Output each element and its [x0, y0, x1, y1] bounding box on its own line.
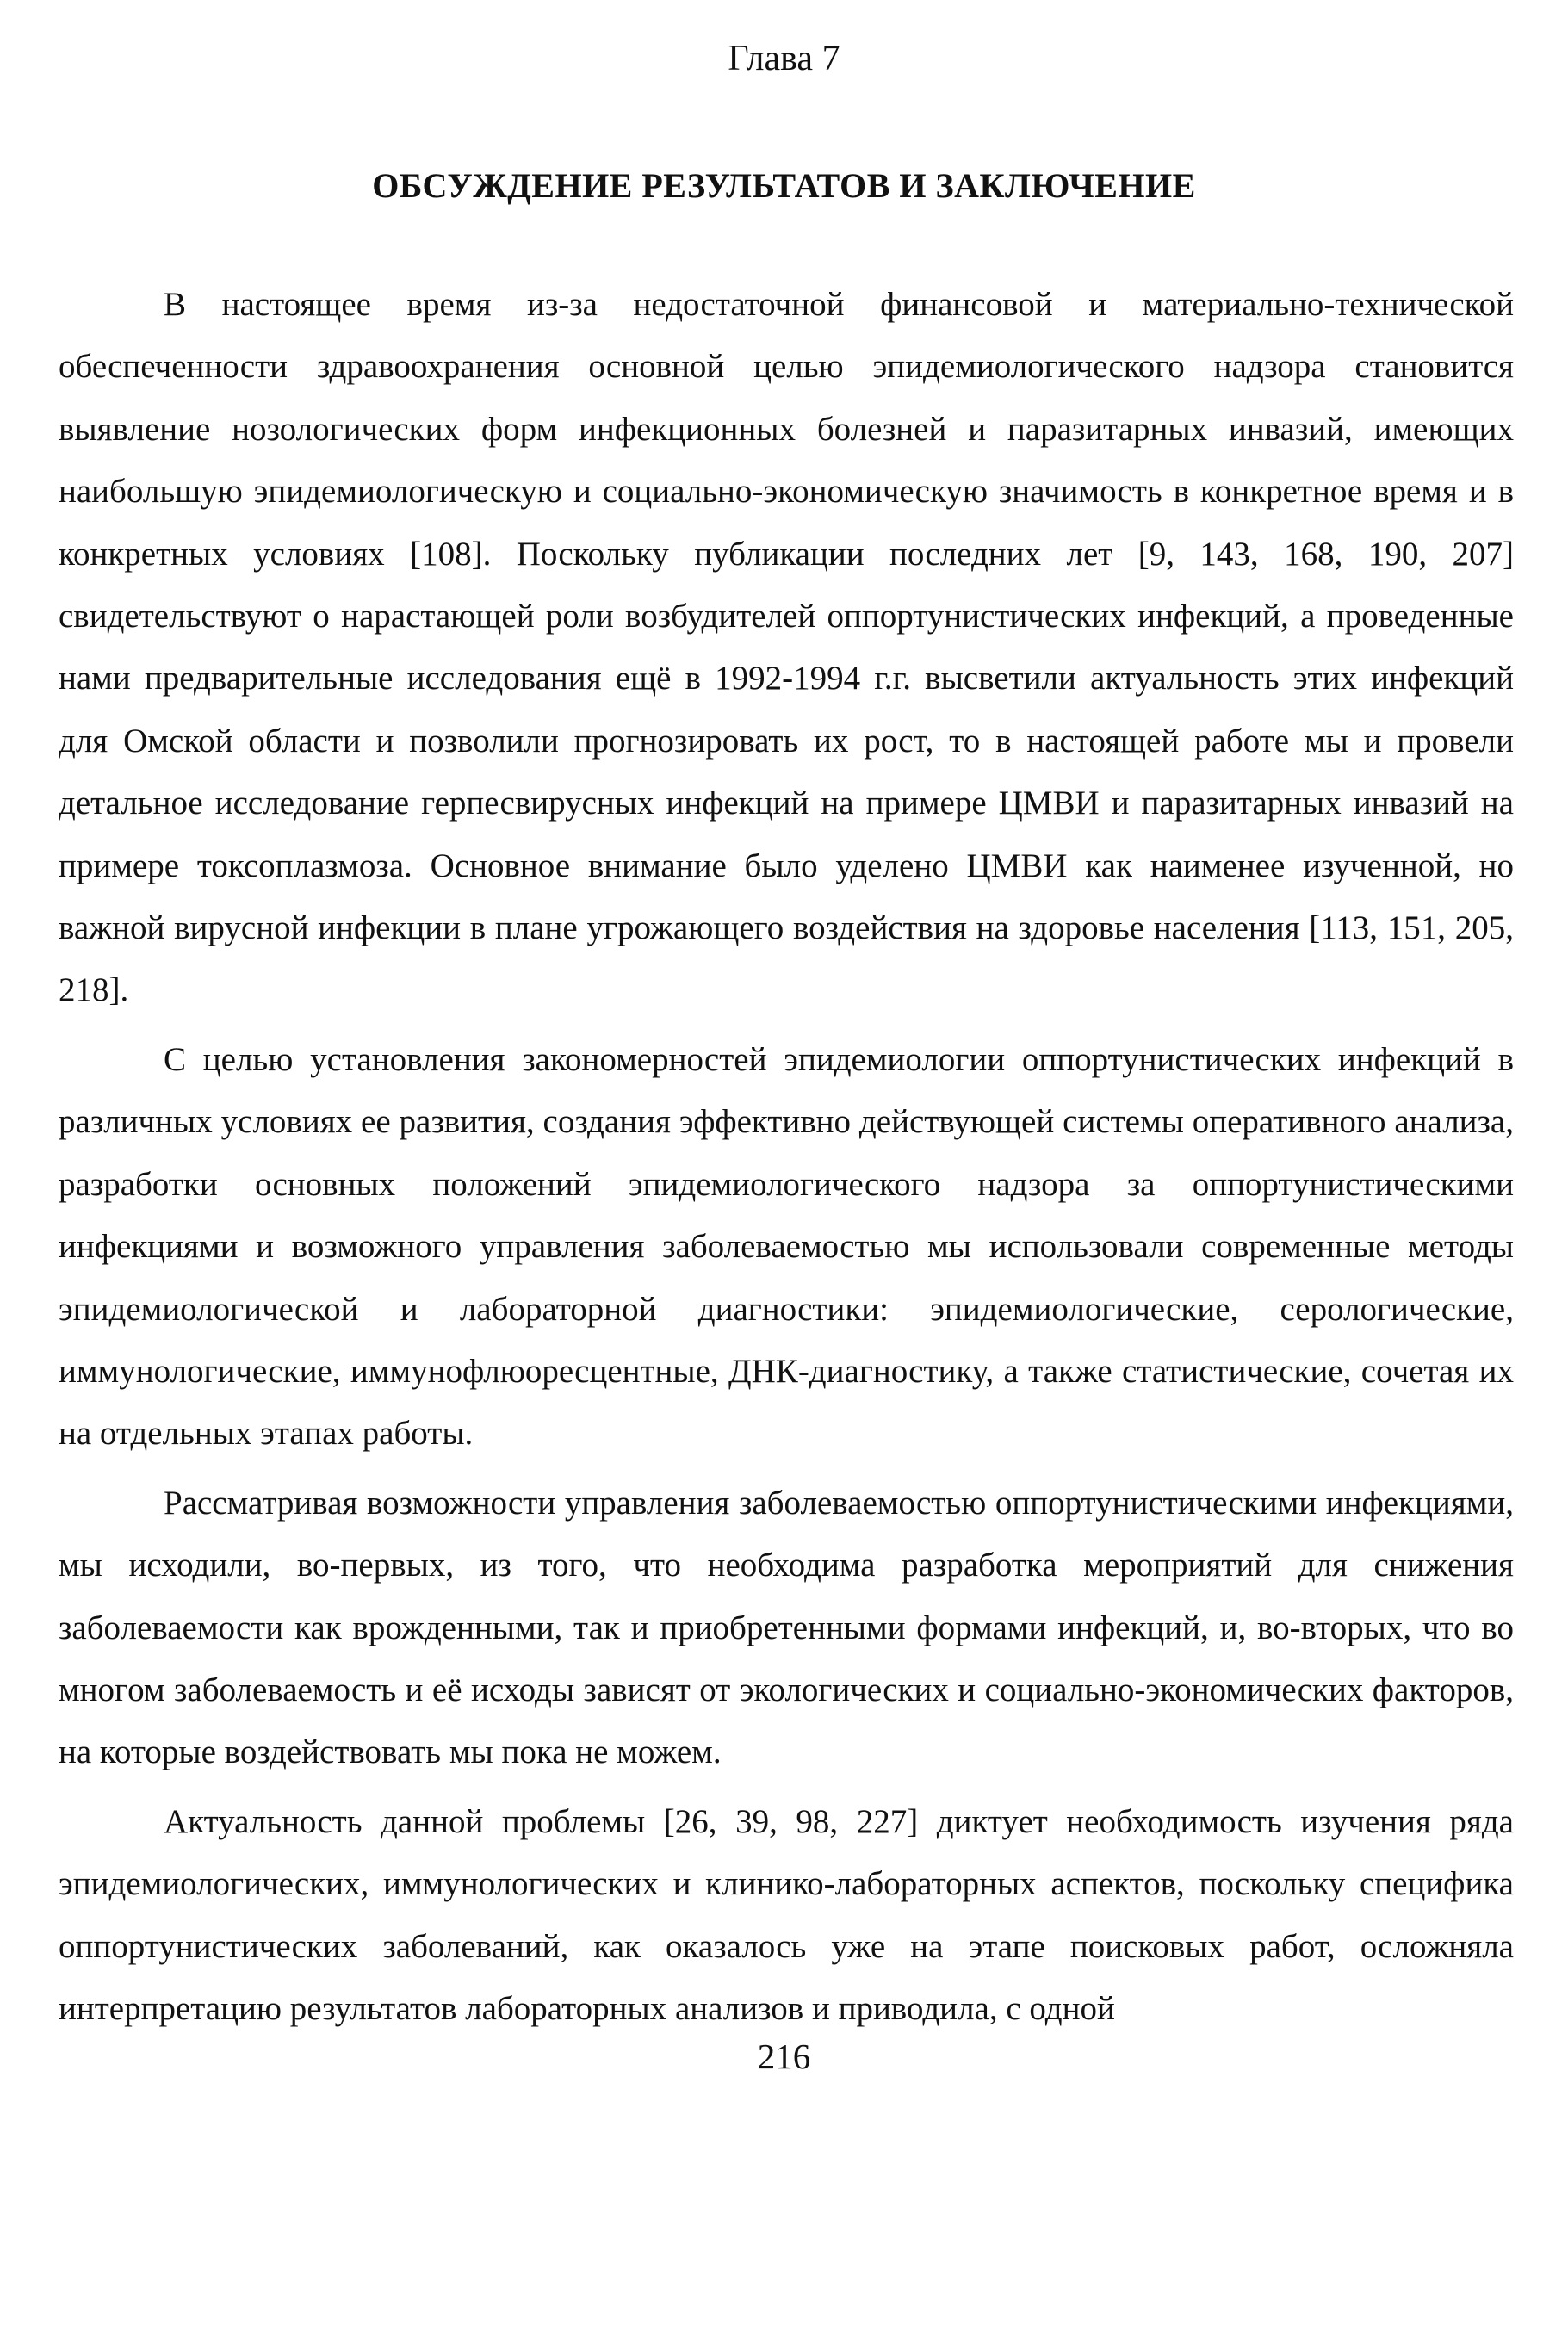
paragraph-3: Рассматривая возможности управления заболеваемостью оппортунистическими инфекциями, мы исходили, во-первых, из того, что необходима разработка мероприятий для снижения заболеваемости как врожденными, так и приобретенными формами инфекций, и, во-вторых, что во многом заболеваемость и её исходы зависят от экологических и социально-экономических факторов, на которые воздействовать мы пока не можем. — [59, 1484, 1514, 1771]
paragraph-4: Актуальность данной проблемы [26, 39, 98, 227] диктует необходимость изучения ряда эпидемиологических, иммунологических и клинико-лабораторных аспектов, поскольку специфика оппортунистических заболеваний, как оказалось уже на этапе поисковых работ, осложняла интерпретацию результатов лабораторных анализов и приводила, с одной — [59, 1802, 1514, 2027]
paragraph-2: С целью установления закономерностей эпидемиологии оппортунистических инфекций в различных условиях ее развития, создания эффективно действующей системы оперативного анализа, разработки основных положений эпидемиологического надзора за оппортунистическими инфекциями и возможного управления заболеваемостью мы использовали современные методы эпидемиологической и лабораторной диагностики: эпидемиологические, серологические, иммунологические, иммунофлюоресцентные, ДНК-диагностику, а также статистические, сочетая их на отдельных этапах работы. — [59, 1040, 1514, 1453]
page-number: 216 — [757, 2037, 811, 2076]
chapter-title: ОБСУЖДЕНИЕ РЕЗУЛЬТАТОВ И ЗАКЛЮЧЕНИЕ — [372, 166, 1196, 205]
paragraph-1: В настоящее время из-за недостаточной финансовой и материально-технической обеспеченности здравоохранения основной целью эпидемиологического надзора становится выявление нозологических форм инфекционных болезней и паразитарных инвазий, имеющих наибольшую эпидемиологическую и социально-экономическую значимость в конкретное время и в конкретных условиях [108]. Поскольку публикации последних лет [9, 143, 168, 190, 207] свидетельствуют о нарастающей роли возбудителей оппортунистических инфекций, а проведенные нами предварительные исследования ещё в 1992-1994 г.г. высветили актуальность этих инфекций для Омской области и позволили прогнозировать их рост, то в настоящей работе мы и провели детальное исследование герпесвирусных инфекций на примере ЦМВИ и паразитарных инвазий на примере токсоплазмоза. Основное внимание было уделено ЦМВИ как наименее изученной, но важной вирусной инфекции в плане угрожающего воздействия на здоровье населения [113, 151, 205, 218]. — [59, 286, 1514, 1009]
body-text — [59, 274, 1514, 2047]
chapter-label: Глава 7 — [728, 39, 840, 78]
